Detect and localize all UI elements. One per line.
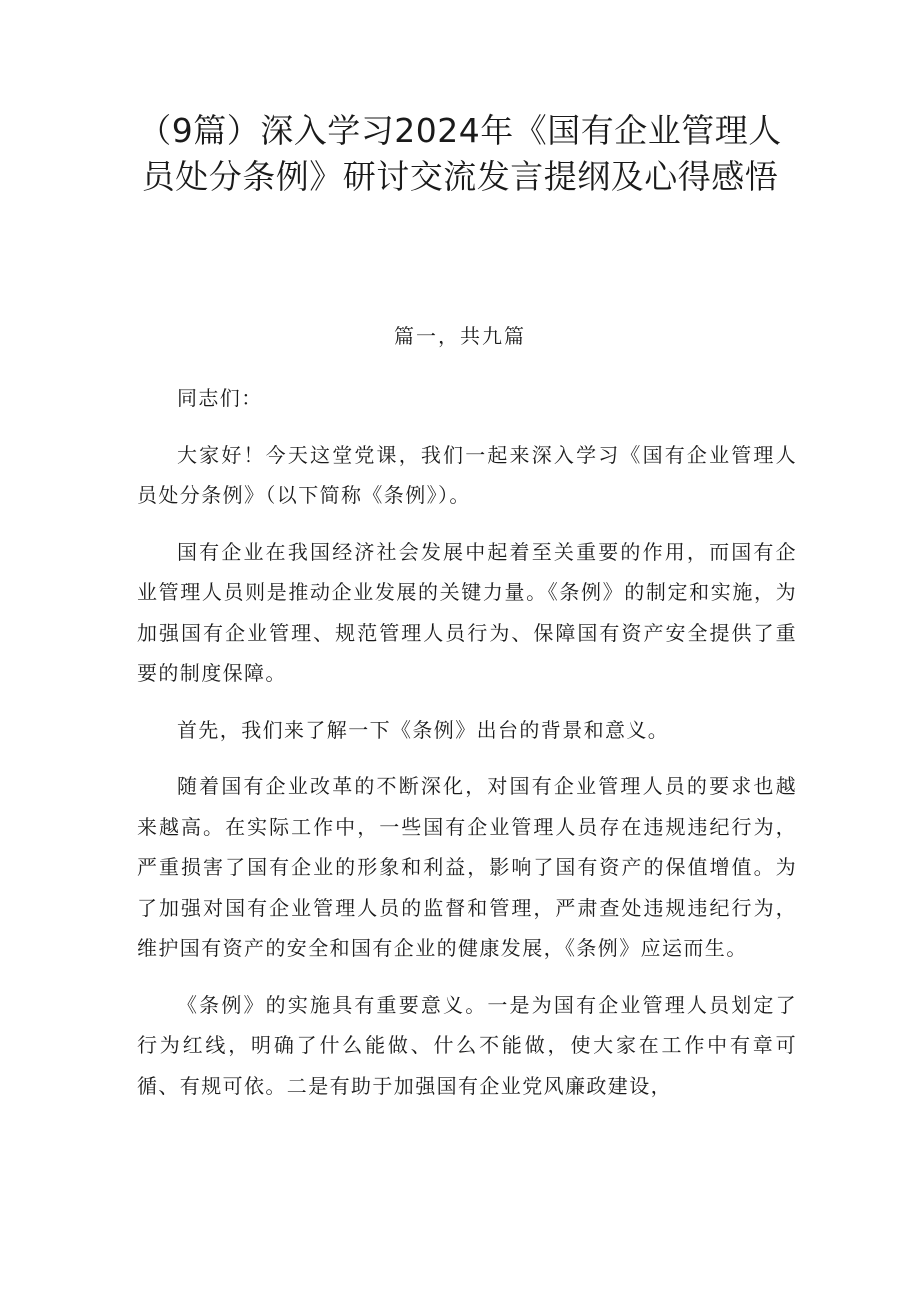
document-title: （9篇）深入学习2024年《国有企业管理人员处分条例》研讨交流发言提纲及心得感悟 [138, 111, 782, 196]
document-body [137, 378, 797, 1122]
paragraph-2: 国有企业在我国经济社会发展中起着至关重要的作用，而国有企业管理人员则是推动企业发展的关键力量。《条例》的制定和实施，为加强国有企业管理、规范管理人员行为、保障国有资产安全提供了重要的制度保障。 [137, 539, 797, 685]
paragraph-5: 《条例》的实施具有重要意义。一是为国有企业管理人员划定了行为红线，明确了什么能做、什么不能做，使大家在工作中有章可循、有规可依。二是有助于加强国有企业党风廉政建设， [137, 992, 797, 1098]
paragraph-3: 首先，我们来了解一下《条例》出台的背景和意义。 [177, 717, 670, 742]
section-heading: 篇一，共九篇 [394, 324, 526, 348]
salutation: 同志们： [177, 386, 263, 410]
paragraph-4: 随着国有企业改革的不断深化，对国有企业管理人员的要求也越来越高。在实际工作中，一些国有企业管理人员存在违规违纪行为，严重损害了国有企业的形象和利益，影响了国有资产的保值增值。为了加强对国有企业管理人员的监督和管理，严肃查处违规违纪行为，维护国有资产的安全和国有企业的健康发展，《条例》应运而生。 [137, 774, 797, 960]
paragraph-1: 大家好！今天这堂党课，我们一起来深入学习《国有企业管理人员处分条例》（以下简称《条例》）。 [137, 442, 797, 507]
